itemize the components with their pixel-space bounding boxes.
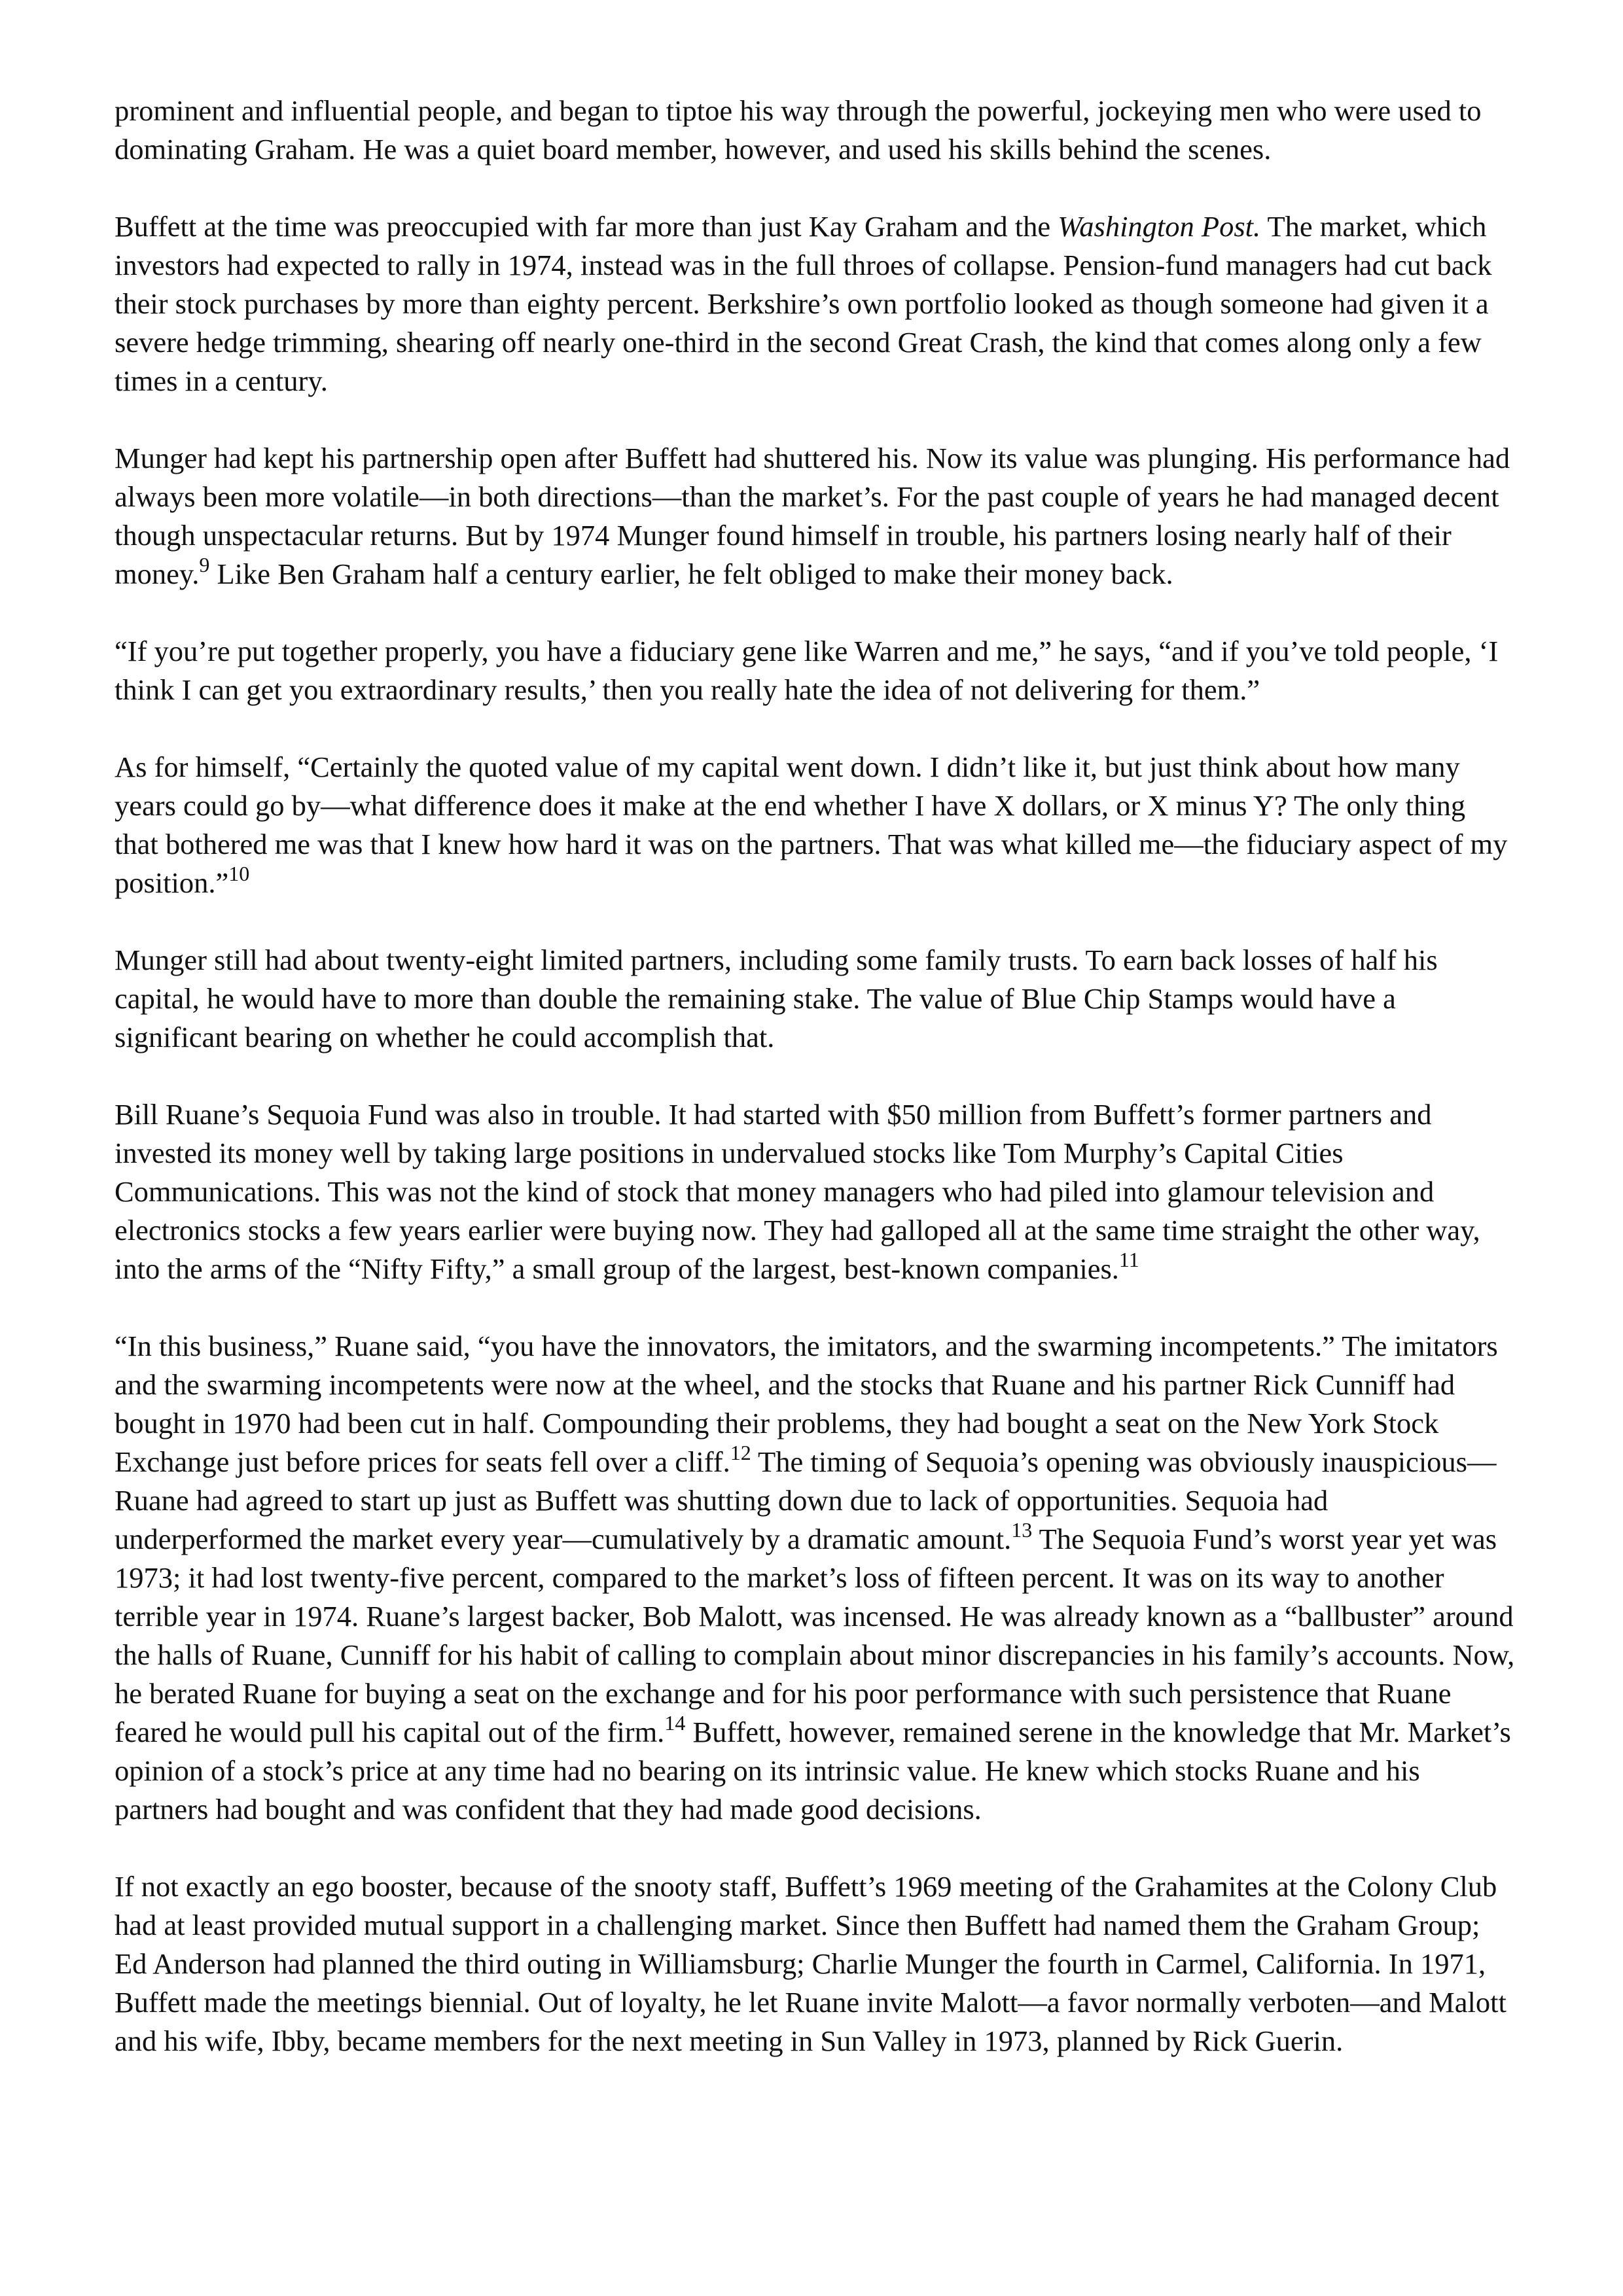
paragraph-text: Munger had kept his partnership open after Buffett had shuttered his. Now its value was plunging. His performance had always been more volatile—in both directions—than the market’s. For the past couple of years he had managed decent though unspectacular returns. But by 1974 Munger found himself in trouble, his partners losing nearly half of their money. [115,442,1510,590]
paragraph-text: The Sequoia Fund’s worst year yet was 1973; it had lost twenty-five percent, compared to the market’s loss of fifteen percent. It was on its way to another terrible year in 1974. Ruane’s largest backer, Bob Malott, was incensed. He was already known as a “ballbuster” around the halls of Ruane, Cunniff for his habit of calling to complain about minor discrepancies in his family’s accounts. Now, he berated Ruane for buying a seat on the exchange and for his poor performance with such persistence that Ruane feared he would pull his capital out of the firm. [115,1523,1515,1748]
paragraph-sequoia-fund [115,1095,1515,1288]
paragraph-text: The market, which investors had expected to rally in 1974, instead was in the full throes of collapse. Pension-fund managers had cut back their stock purchases by more than eighty percent. Berkshire’s own portfolio looked as though someone had given it a severe hedge trimming, shearing off nearly one-third in the second Great Crash, the kind that comes along only a few times in a century. [115,210,1492,397]
paragraph-ruane-business [115,1327,1515,1829]
footnote-marker: 14 [664,1711,686,1735]
paragraph-text: If not exactly an ego booster, because of the snooty staff, Buffett’s 1969 meeting of the Grahamites at the Colony Club had at least provided mutual support in a challenging market. Since then Buffett had named them the Graham Group; Ed Anderson had planned the third outing in Williamsburg; Charlie Munger the fourth in Carmel, California. In 1971, Buffett made the meetings biennial. Out of loyalty, he let Ruane invite Malott—a favor normally verboten—and Malott and his wife, Ibby, became members for the next meeting in Sun Valley in 1973, planned by Rick Guerin. [115,1870,1507,2057]
paragraph-text: Munger still had about twenty-eight limited partners, including some family trusts. To earn back losses of half his capital, he would have to more than double the remaining stake. The value of Blue Chip Stamps would have a significant bearing on whether he could accomplish that. [115,944,1438,1053]
footnote-marker: 9 [199,553,210,576]
paragraph-text: “In this business,” Ruane said, “you have the innovators, the imitators, and the swarming incompetents.” The imitators and the swarming incompetents were now at the wheel, and the stocks that Ruane and his partner Rick Cunniff had bought in 1970 had been cut in half. Compounding their problems, they had bought a seat on the New York Stock Exchange just before prices for seats fell over a cliff. [115,1330,1498,1478]
paragraph-text: As for himself, “Certainly the quoted value of my capital went down. I didn’t like it, but just think about how many years could go by—what difference does it make at the end whether I have X dollars, or X minus Y? The only thing that bothered me was that I knew how hard it was on the partners. That was what killed me—the fiduciary aspect of my position.” [115,751,1508,899]
page-body [115,92,1515,2060]
paragraph-fiduciary-gene-quote [115,632,1515,709]
footnote-marker: 11 [1118,1248,1139,1271]
paragraph-limited-partners [115,941,1515,1057]
paragraph-market-collapse [115,207,1515,400]
footnote-marker: 13 [1011,1518,1033,1542]
paragraph-text: Buffett at the time was preoccupied with far more than just Kay Graham and the [115,210,1058,243]
paragraph-text: Buffett, however, remained serene in the knowledge that Mr. Market’s opinion of a stock’s price at any time had no bearing on its intrinsic value. He knew which stocks Ruane and his partners had bought and was confident that they had made good decisions. [115,1716,1511,1826]
publication-title: Washington Post. [1058,210,1261,243]
paragraph-graham-group [115,1867,1515,2060]
paragraph-text: Like Ben Graham half a century earlier, he felt obliged to make their money back. [209,557,1173,590]
paragraph-text: Bill Ruane’s Sequoia Fund was also in trouble. It had started with $50 million from Buffett’s former partners and invested its money well by taking large positions in undervalued stocks like Tom Murphy’s Capital Cities Communications. This was not the kind of stock that money managers who had piled into glamour television and electronics stocks a few years earlier were buying now. They had galloped all at the same time straight the other way, into the arms of the “Nifty Fifty,” a small group of the largest, best-known companies. [115,1098,1480,1285]
paragraph-munger-partnership [115,439,1515,593]
paragraph-board-member [115,92,1515,169]
footnote-marker: 10 [228,862,250,885]
paragraph-text: “If you’re put together properly, you have a fiduciary gene like Warren and me,” he says, “and if you’ve told people, ‘I think I can get you extraordinary results,’ then you really hate the idea of not delivering for them.” [115,635,1499,706]
paragraph-text: The timing of Sequoia’s opening was obviously inauspicious—Ruane had agreed to start up just as Buffett was shutting down due to lack of opportunities. Sequoia had underperformed the market every year—cumulatively by a dramatic amount. [115,1445,1497,1555]
footnote-marker: 12 [730,1441,751,1464]
paragraph-text: prominent and influential people, and began to tiptoe his way through the powerful, jockeying men who were used to dominating Graham. He was a quiet board member, however, and used his skills behind the scenes. [115,94,1482,166]
paragraph-munger-capital-quote [115,748,1515,902]
